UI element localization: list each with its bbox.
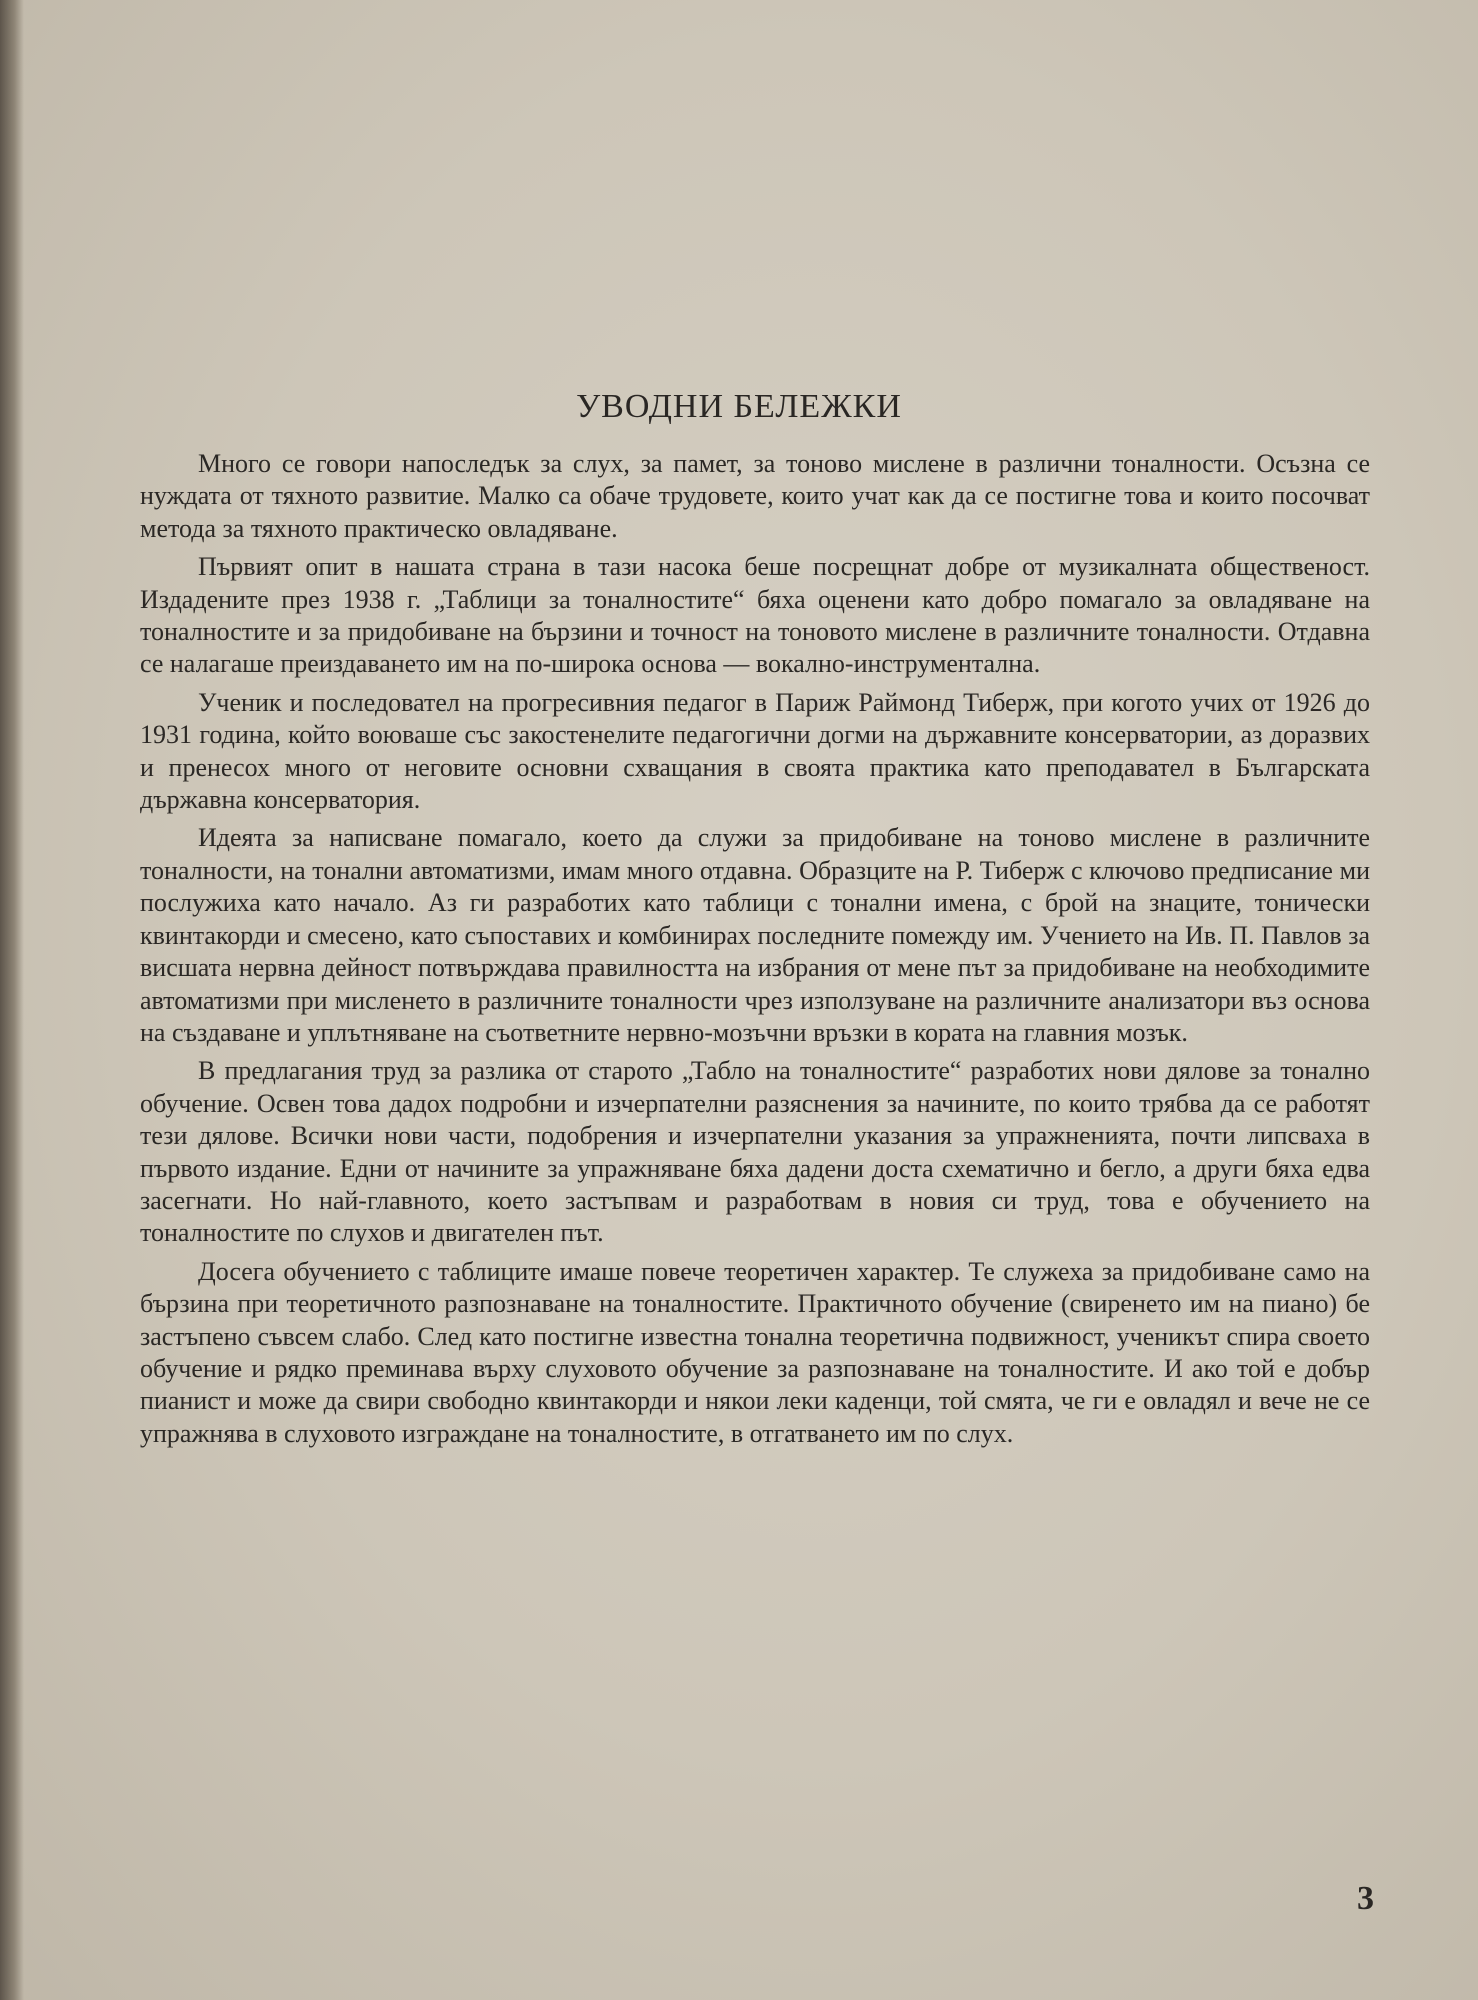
page-number: 3 [1357, 1880, 1374, 1917]
binding-shadow [0, 0, 24, 2000]
paragraph-5: В предлагания труд за разлика от старото „Табло на тоналностите“ разработих нови дялове за тонално обучение. Освен това дадох подробни и изчерпателни разяснения за начините, по които трябва да се работят тези дялове. Всички нови части, подобрения и изчерпателни указания за упражненията, почти липсваха в първото издание. Едни от начините за упражняване бяха дадени доста схематично и бегло, а други бяха едва засегнати. Но най-главното, което застъпвам и разработвам в новия си труд, това е обучението на тоналностите по слухов и двигателен път. [140, 1056, 1370, 1248]
body-text [140, 448, 1370, 1456]
paragraph-3: Ученик и последовател на прогресивния педагог в Париж Раймонд Тиберж, при когото учих от 1926 до 1931 година, който воюваше със закостенелите педагогични догми на държавните консерватории, аз доразвих и пренесох много от неговите основни схващания в своята практика като преподавател в Българската държавна консерватория. [140, 687, 1370, 815]
paragraph-6: Досега обучението с таблиците имаше повече теоретичен характер. Те служеха за придобиване само на бързина при теоретичното разпознаване на тоналностите. Практичното обучение (свиренето им на пиано) бе застъпено съвсем слабо. След като постигне известна тонална теоретична подвижност, ученикът спира своето обучение и рядко преминава върху слуховото обучение за разпознаване на тоналностите. И ако той е добър пианист и може да свири свободно квинтакорди и някои леки каденци, той смята, че ги е овладял и вече не се упражнява в слуховото изграждане на тоналностите, в отгатването им по слух. [140, 1256, 1370, 1448]
paragraph-4: Идеята за написване помагало, което да служи за придобиване на тоново мислене в различните тоналности, на тонални автоматизми, имам много отдавна. Образците на Р. Тиберж с ключово предписание ми послужиха като начало. Аз ги разработих като таблици с тонални имена, с брой на знаците, тонически квинтакорди и смесено, като съпоставих и комбинирах последните помежду им. Учението на Ив. П. Павлов за висшата нервна дейност потвърждава правилността на избрания от мене път за придобиване на необходимите автоматизми при мисленето в различните тоналности чрез използуване на различните анализатори въз основа на създаване и уплътняване на съответните нервно-мозъчни връзки в кората на главния мозък. [140, 823, 1370, 1047]
page-title: УВОДНИ БЕЛЕЖКИ [576, 388, 902, 425]
paragraph-1: Много се говори напоследък за слух, за памет, за тоново мислене в различни тоналности. Осъзна се нуждата от тяхното развитие. Малко са обаче трудовете, които учат как да се постигне това и които посочват метода за тяхното практическо овладяване. [140, 449, 1370, 543]
paragraph-2: Първият опит в нашата страна в тази насока беше посрещнат добре от музикалната общественост. Издадените през 1938 г. „Таблици за тоналностите“ бяха оценени като добро помагало за овладяване на тоналностите и за придобиване на бързини и точност на тоновото мислене в различните тоналности. Отдавна се налагаше преиздаването им на по-широка основа — вокално-инструментална. [140, 552, 1370, 679]
